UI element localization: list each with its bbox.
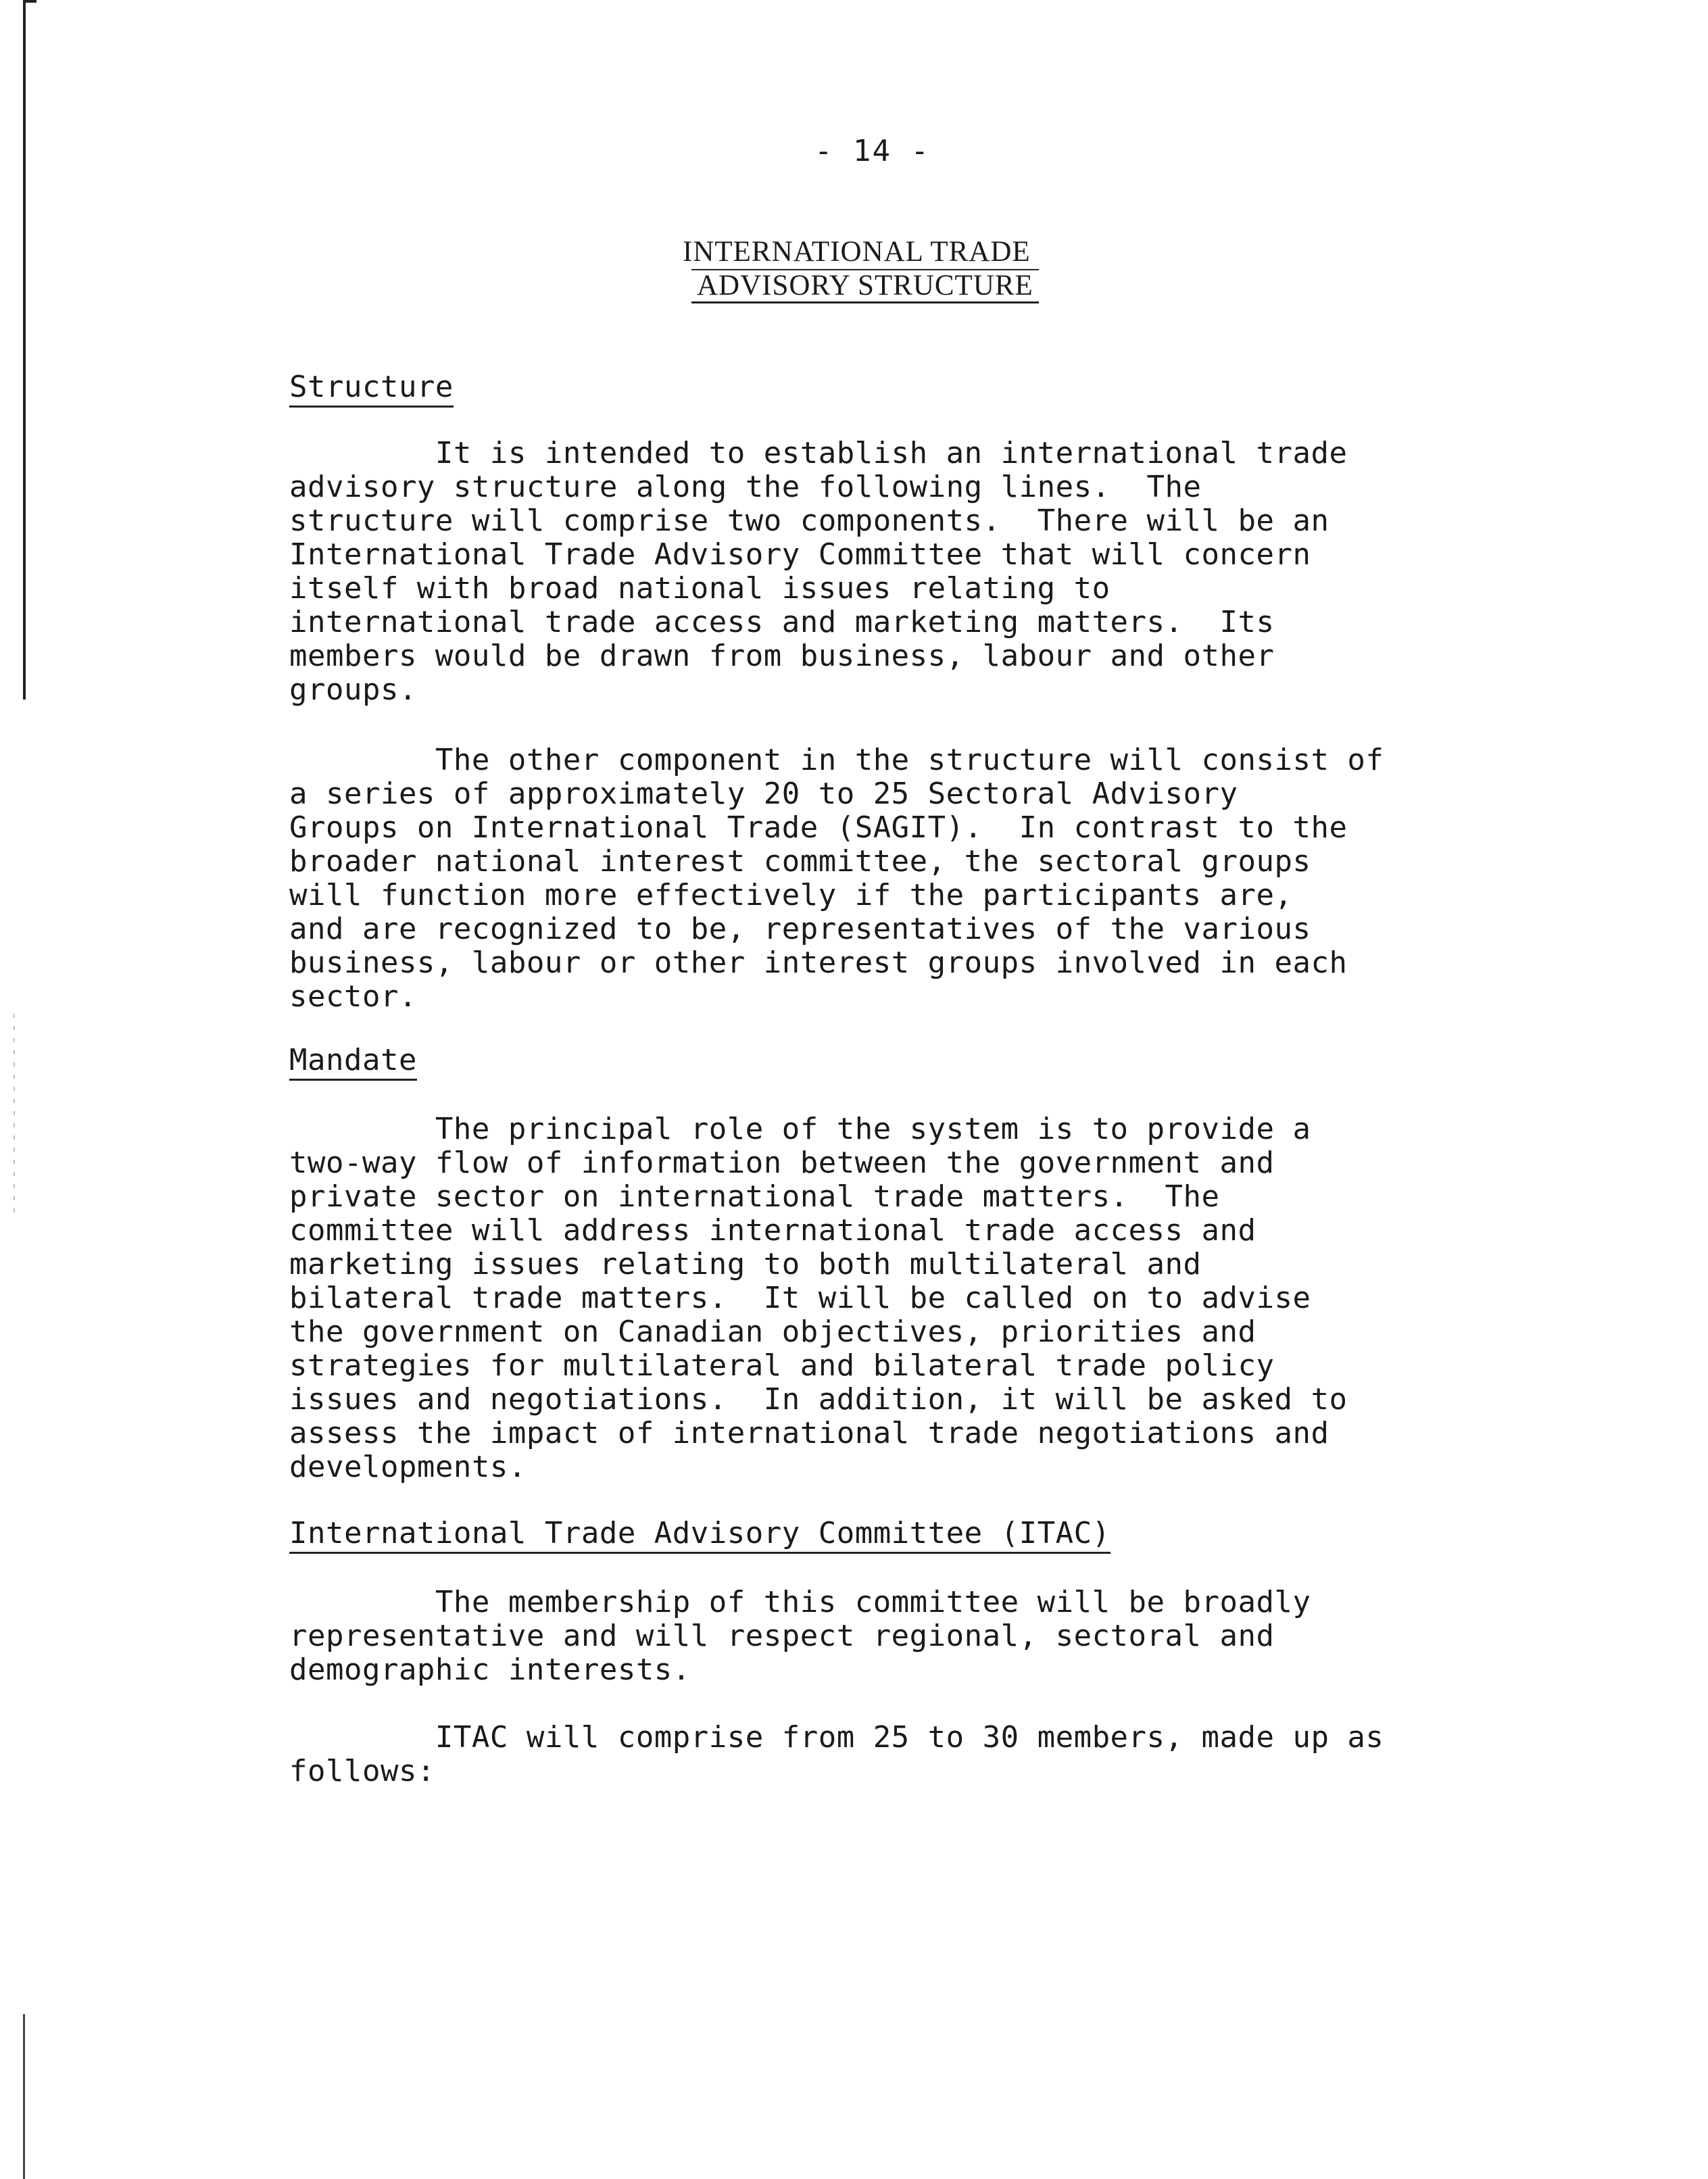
mandate-paragraph-1: The principal role of the system is to provide a two-way flow of information between the government and private sector on international trade matters. The committee will address international trade access and marketing issues relating to both multilateral and bilateral trade matters. It will be called on to advise the government on Canadian objectives, priorities and strategies for multilateral and bilateral trade policy issues and negotiations. In addition, it will be asked to assess the impact of international trade negotiations and developments. (289, 1112, 1348, 1484)
structure-paragraph-2: The other component in the structure will consist of a series of approximately 20 to 25 Sectoral Advisory Groups on International Trade (SAGIT). In contrast to the broader national interest committee, the sectoral groups will function more effectively if the participants are, and are recognized to be, representatives of the various business, labour or other interest groups involved in each sector. (289, 743, 1384, 1014)
binding-margin-dots (14, 1014, 15, 1217)
binding-margin-tick (23, 0, 36, 3)
section-heading-itac: International Trade Advisory Committee (ITAC) (289, 1517, 1111, 1554)
document-title (683, 235, 1088, 303)
binding-margin-line (23, 0, 26, 700)
section-heading-structure: Structure (289, 370, 454, 408)
title-line-1: INTERNATIONAL TRADE (683, 236, 1031, 268)
title-line-2: ADVISORY STRUCTURE (691, 269, 1039, 303)
section-heading-mandate: Mandate (289, 1044, 417, 1081)
binding-margin-line-lower (23, 2014, 25, 2179)
itac-paragraph-2: ITAC will comprise from 25 to 30 members, made up as follows: (289, 1720, 1384, 1788)
itac-paragraph-1: The membership of this committee will be broadly representative and will respect regional, sectoral and demographic interests. (289, 1585, 1311, 1687)
page-number: - 14 - (814, 134, 930, 168)
structure-paragraph-1: It is intended to establish an international trade advisory structure along the following lines. The structure will comprise two components. There will be an International Trade Advisory Committee that will concern itself with broad national issues relating to international trade access and marketing matters. Its members would be drawn from business, labour and other groups. (289, 436, 1348, 707)
